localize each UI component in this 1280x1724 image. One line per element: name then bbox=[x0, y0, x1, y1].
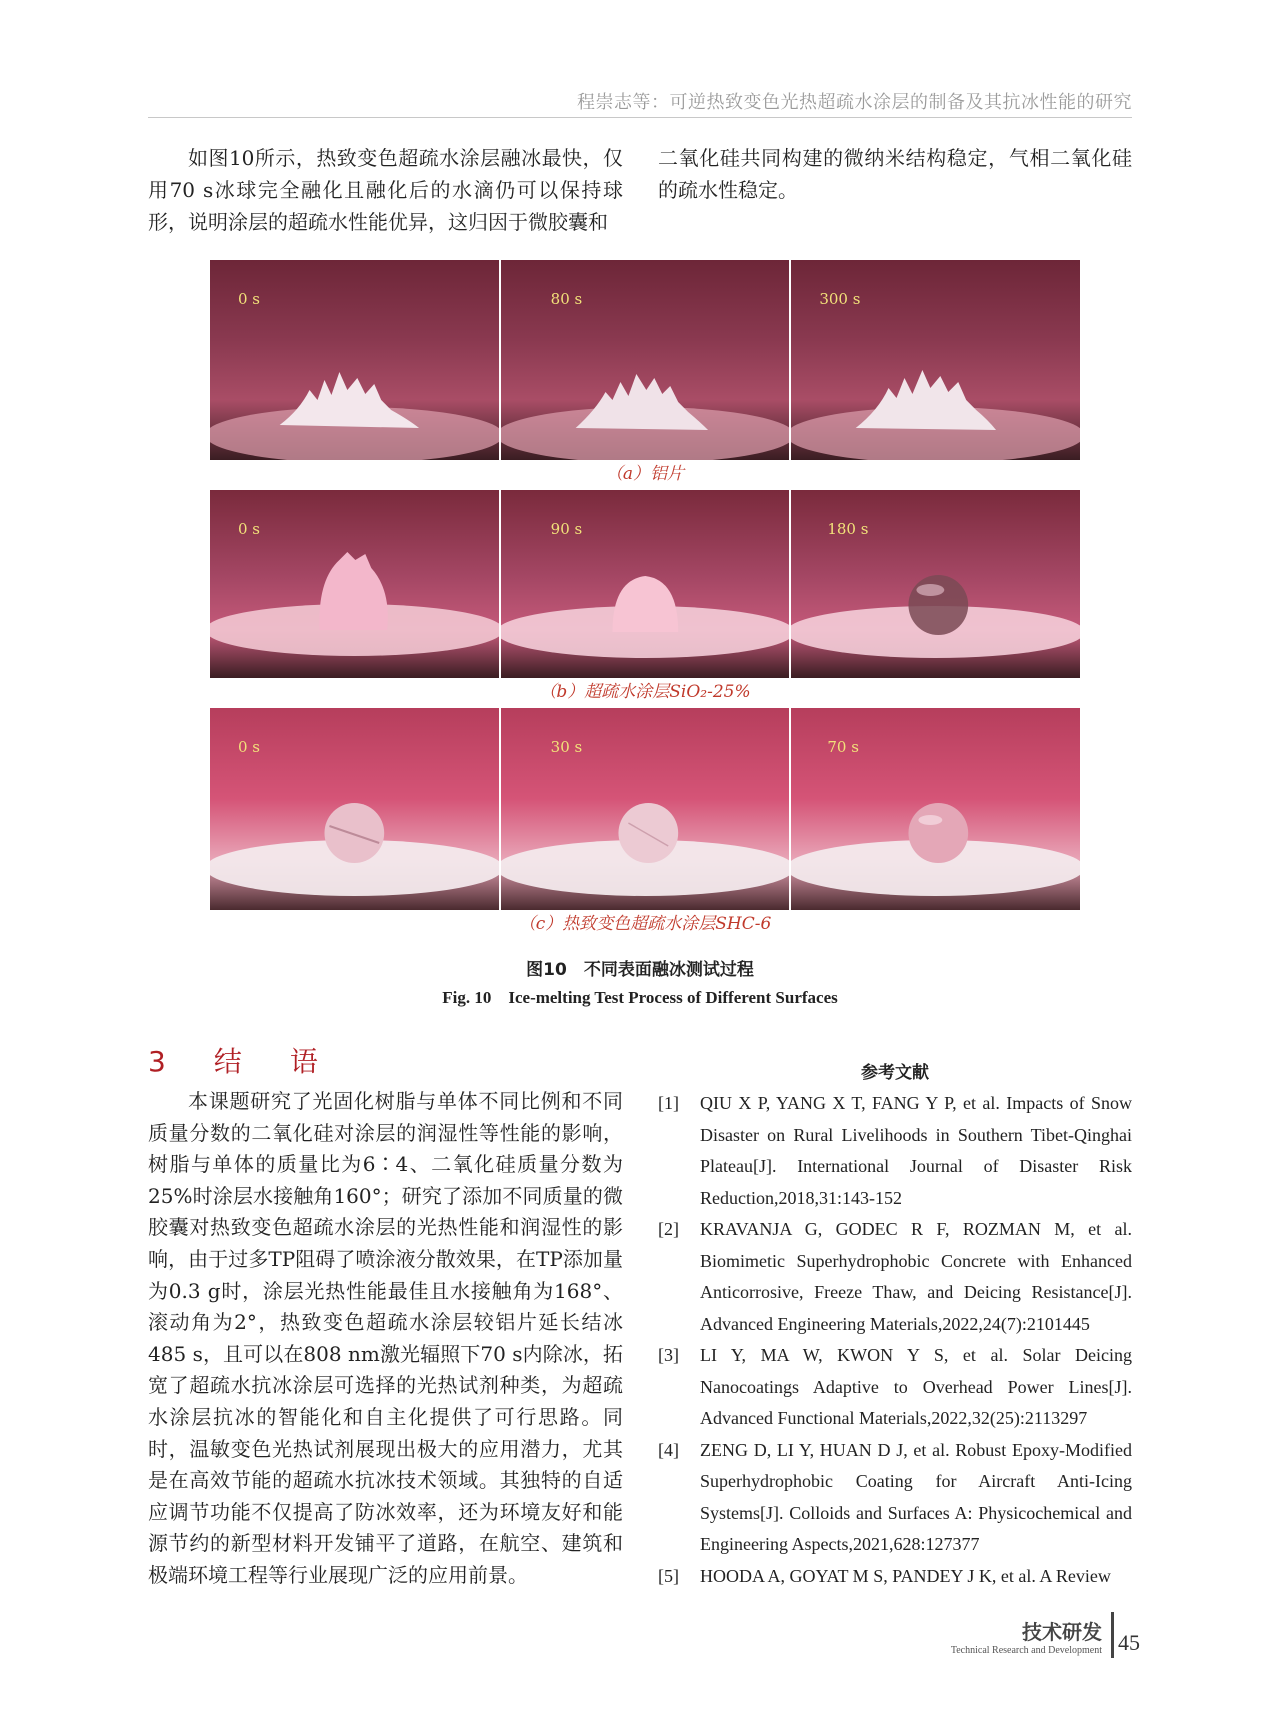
time-label: 300 s bbox=[819, 290, 861, 308]
conclusion-paragraph: 本课题研究了光固化树脂与单体不同比例和不同质量分数的二氧化硅对涂层的润湿性等性能的影响，树脂与单体的质量比为6∶4、二氧化硅质量分数为25%时涂层水接触角160°；研究了添加不同质量的微胶囊对热致变色超疏水涂层的光热性能和润湿性的影响，由于过多TP阻碍了喷涂液分散效果，在TP添加量为0.3 g时，涂层光热性能最佳且水接触角为168°、滚动角为2°，热致变色超疏水涂层较铝片延长结冰485 s，且可以在808 nm激光辐照下70 s内除冰，拓宽了超疏水抗冰涂层可选择的光热试剂种类，为超疏水涂层抗冰的智能化和自主化提供了可行思路。同时，温敏变色光热试剂展现出极大的应用潜力，尤其是在高效节能的超疏水抗冰技术领域。其独特的自适应调节功能不仅提高了防冰效率，还为环境友好和能源节约的新型材料开发铺平了道路，在航空、建筑和极端环境工程等行业展现广泛的应用前景。 bbox=[148, 1089, 623, 1587]
ice-ball-image bbox=[501, 708, 790, 910]
reference-item bbox=[658, 1435, 1132, 1561]
footer-brand-cn: 技术研发 bbox=[1022, 1620, 1102, 1644]
reference-item bbox=[658, 1088, 1132, 1214]
ice-ball-image bbox=[210, 490, 499, 678]
time-label: 0 s bbox=[238, 290, 261, 308]
ice-mound-image bbox=[501, 260, 790, 460]
reference-number: [1] bbox=[658, 1093, 679, 1113]
footer-brand-en: Technical Research and Development bbox=[950, 1645, 1102, 1656]
reference-item bbox=[658, 1561, 1132, 1593]
subcaption-a: （a）铝片 bbox=[605, 464, 685, 484]
photo-panel bbox=[210, 490, 501, 678]
references-title: 参考文献 bbox=[861, 1063, 929, 1083]
figure-caption-en: Fig. 10 Ice-melting Test Process of Different Surfaces bbox=[442, 988, 838, 1007]
reference-item bbox=[658, 1214, 1132, 1340]
subcaption-b: （b）超疏水涂层SiO₂-25% bbox=[539, 682, 751, 702]
reference-text: LI Y, MA W, KWON Y S, et al. Solar Deicing Nanocoatings Adaptive to Overhead Power Lines[J]. Advanced Functional Materials,2022,32(25):2113297 bbox=[700, 1345, 1132, 1428]
photo-panel bbox=[791, 260, 1080, 460]
water-droplet-image bbox=[791, 490, 1080, 678]
figure-row-c bbox=[210, 708, 1080, 910]
reference-text: QIU X P, YANG X T, FANG Y P, et al. Impacts of Snow Disaster on Rural Livelihoods in Southern Tibet-Qinghai Plateau[J]. International Journal of Disaster Risk Reduction,2018,31:143-152 bbox=[700, 1093, 1132, 1208]
reference-text: KRAVANJA G, GODEC R F, ROZMAN M, et al. Biomimetic Superhydrophobic Concrete with Enhanced Anticorrosive, Freeze Thaw, and Deicing Resistance[J]. Advanced Engineering Materials,2022,24(7):2101445 bbox=[700, 1219, 1132, 1334]
reference-number: [4] bbox=[658, 1439, 679, 1460]
time-label: 180 s bbox=[827, 520, 869, 538]
header-rule bbox=[148, 117, 1132, 118]
reference-list bbox=[658, 1088, 1132, 1592]
reference-text: ZENG D, LI Y, HUAN D J, et al. Robust Epoxy-Modified Superhydrophobic Coating for Aircraft Anti-Icing Systems[J]. Colloids and Surfaces A: Physicochemical and Engineering Aspects,2021,628:127377 bbox=[700, 1439, 1132, 1554]
page-number: 45 bbox=[1118, 1630, 1140, 1655]
time-label: 70 s bbox=[827, 738, 859, 756]
time-label: 30 s bbox=[550, 738, 583, 756]
running-head: 程崇志等：可逆热致变色光热超疏水涂层的制备及其抗冰性能的研究 bbox=[577, 92, 1132, 113]
photo-panel bbox=[791, 490, 1080, 678]
reference-text: HOODA A, GOYAT M S, PANDEY J K, et al. A Review bbox=[700, 1565, 1111, 1586]
time-label: 0 s bbox=[238, 520, 261, 538]
footer-brand bbox=[951, 1616, 1102, 1656]
photo-panel bbox=[210, 260, 501, 460]
figure-row-a bbox=[210, 260, 1080, 460]
reference-number: [5] bbox=[658, 1565, 679, 1586]
photo-panel bbox=[791, 708, 1080, 910]
subcaption-c: （c）热致变色超疏水涂层SHC-6 bbox=[518, 914, 772, 934]
photo-panel bbox=[501, 708, 792, 910]
time-label: 0 s bbox=[238, 738, 261, 756]
figure-caption-cn: 图10 不同表面融冰测试过程 bbox=[526, 960, 754, 980]
intro-paragraph-left: 如图10所示，热致变色超疏水涂层融冰最快，仅用70 s冰球完全融化且融化后的水滴仍可以保持球形，说明涂层的超疏水性能优异，这归因于微胶囊和 bbox=[148, 146, 623, 234]
reference-number: [2] bbox=[658, 1219, 679, 1239]
photo-panel bbox=[501, 490, 792, 678]
section-heading: 3 结 语 bbox=[148, 1045, 328, 1078]
time-label: 90 s bbox=[550, 520, 583, 538]
footer-divider bbox=[1111, 1612, 1114, 1658]
reference-number: [3] bbox=[658, 1345, 679, 1365]
figure-10 bbox=[210, 260, 1080, 940]
photo-panel bbox=[501, 260, 792, 460]
reference-item bbox=[658, 1340, 1132, 1435]
ice-ball-image bbox=[501, 490, 790, 678]
photo-panel bbox=[210, 708, 501, 910]
figure-row-b bbox=[210, 490, 1080, 678]
time-label: 80 s bbox=[550, 290, 583, 308]
intro-paragraph-right: 二氧化硅共同构建的微纳米结构稳定，气相二氧化硅的疏水性稳定。 bbox=[658, 146, 1132, 202]
